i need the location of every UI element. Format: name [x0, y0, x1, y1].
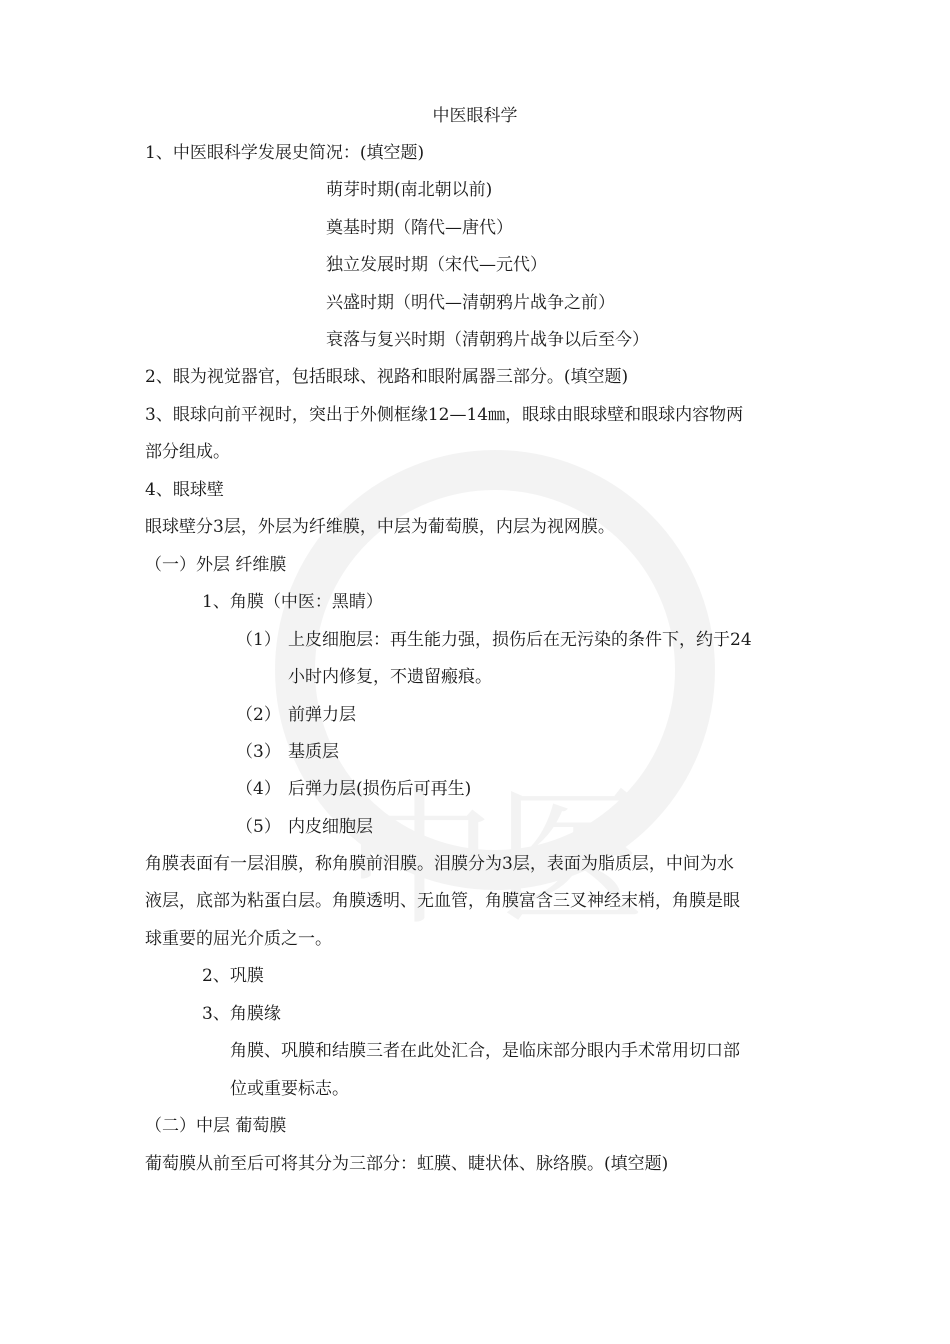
period-item: 萌芽时期(南北朝以前)	[326, 180, 493, 200]
layer-number: （3）	[236, 742, 281, 762]
layer-number: （1）	[236, 630, 281, 650]
limbus-text: 角膜、巩膜和结膜三者在此处汇合，是临床部分眼内手术常用切口部	[230, 1041, 740, 1061]
layer-number: （2）	[236, 705, 281, 725]
period-item: 独立发展时期（宋代—元代）	[326, 255, 547, 275]
uvea-text: 葡萄膜从前至后可将其分为三部分：虹膜、睫状体、脉络膜。(填空题)	[145, 1154, 669, 1174]
period-item: 兴盛时期（明代—清朝鸦片战争之前）	[326, 293, 615, 313]
eyeball-wall-intro: 眼球壁分3层，外层为纤维膜，中层为葡萄膜，内层为视网膜。	[145, 517, 615, 537]
page-title: 中医眼科学	[432, 106, 518, 126]
layer-text: 基质层	[288, 742, 339, 762]
layer-text: 后弹力层(损伤后可再生)	[288, 779, 472, 799]
outer-layer-heading: （一）外层 纤维膜	[145, 555, 287, 575]
tear-film-paragraph: 角膜表面有一层泪膜，称角膜前泪膜。泪膜分为3层，表面为脂质层，中间为水	[145, 854, 734, 874]
period-item: 奠基时期（隋代—唐代）	[326, 218, 513, 238]
section-1-heading: 1、中医眼科学发展史简况：(填空题)	[145, 143, 425, 163]
middle-layer-heading: （二）中层 葡萄膜	[145, 1116, 287, 1136]
layer-number: （4）	[236, 779, 281, 799]
layer-text: 前弹力层	[288, 705, 356, 725]
layer-number: （5）	[236, 817, 281, 837]
limbus-text: 位或重要标志。	[230, 1079, 349, 1099]
period-item: 衰落与复兴时期（清朝鸦片战争以后至今）	[326, 330, 649, 350]
section-4-heading: 4、眼球壁	[145, 480, 224, 500]
cornea-heading: 1、角膜（中医：黑睛）	[202, 592, 383, 612]
layer-text: 内皮细胞层	[288, 817, 373, 837]
sclera-heading: 2、巩膜	[202, 966, 264, 986]
layer-text: 小时内修复，不遗留瘢痕。	[288, 667, 492, 687]
tear-film-paragraph: 球重要的屈光介质之一。	[145, 929, 332, 949]
section-3-text: 3、眼球向前平视时，突出于外侧框缘12—14㎜，眼球由眼球壁和眼球内容物两	[145, 405, 744, 425]
layer-text: 上皮细胞层：再生能力强，损伤后在无污染的条件下，约于24	[288, 630, 752, 650]
tear-film-paragraph: 液层，底部为粘蛋白层。角膜透明、无血管，角膜富含三叉神经末梢，角膜是眼	[145, 891, 740, 911]
section-3-text: 部分组成。	[145, 442, 230, 462]
limbus-heading: 3、角膜缘	[202, 1004, 281, 1024]
section-2-text: 2、眼为视觉器官，包括眼球、视路和眼附属器三部分。(填空题)	[145, 367, 629, 387]
